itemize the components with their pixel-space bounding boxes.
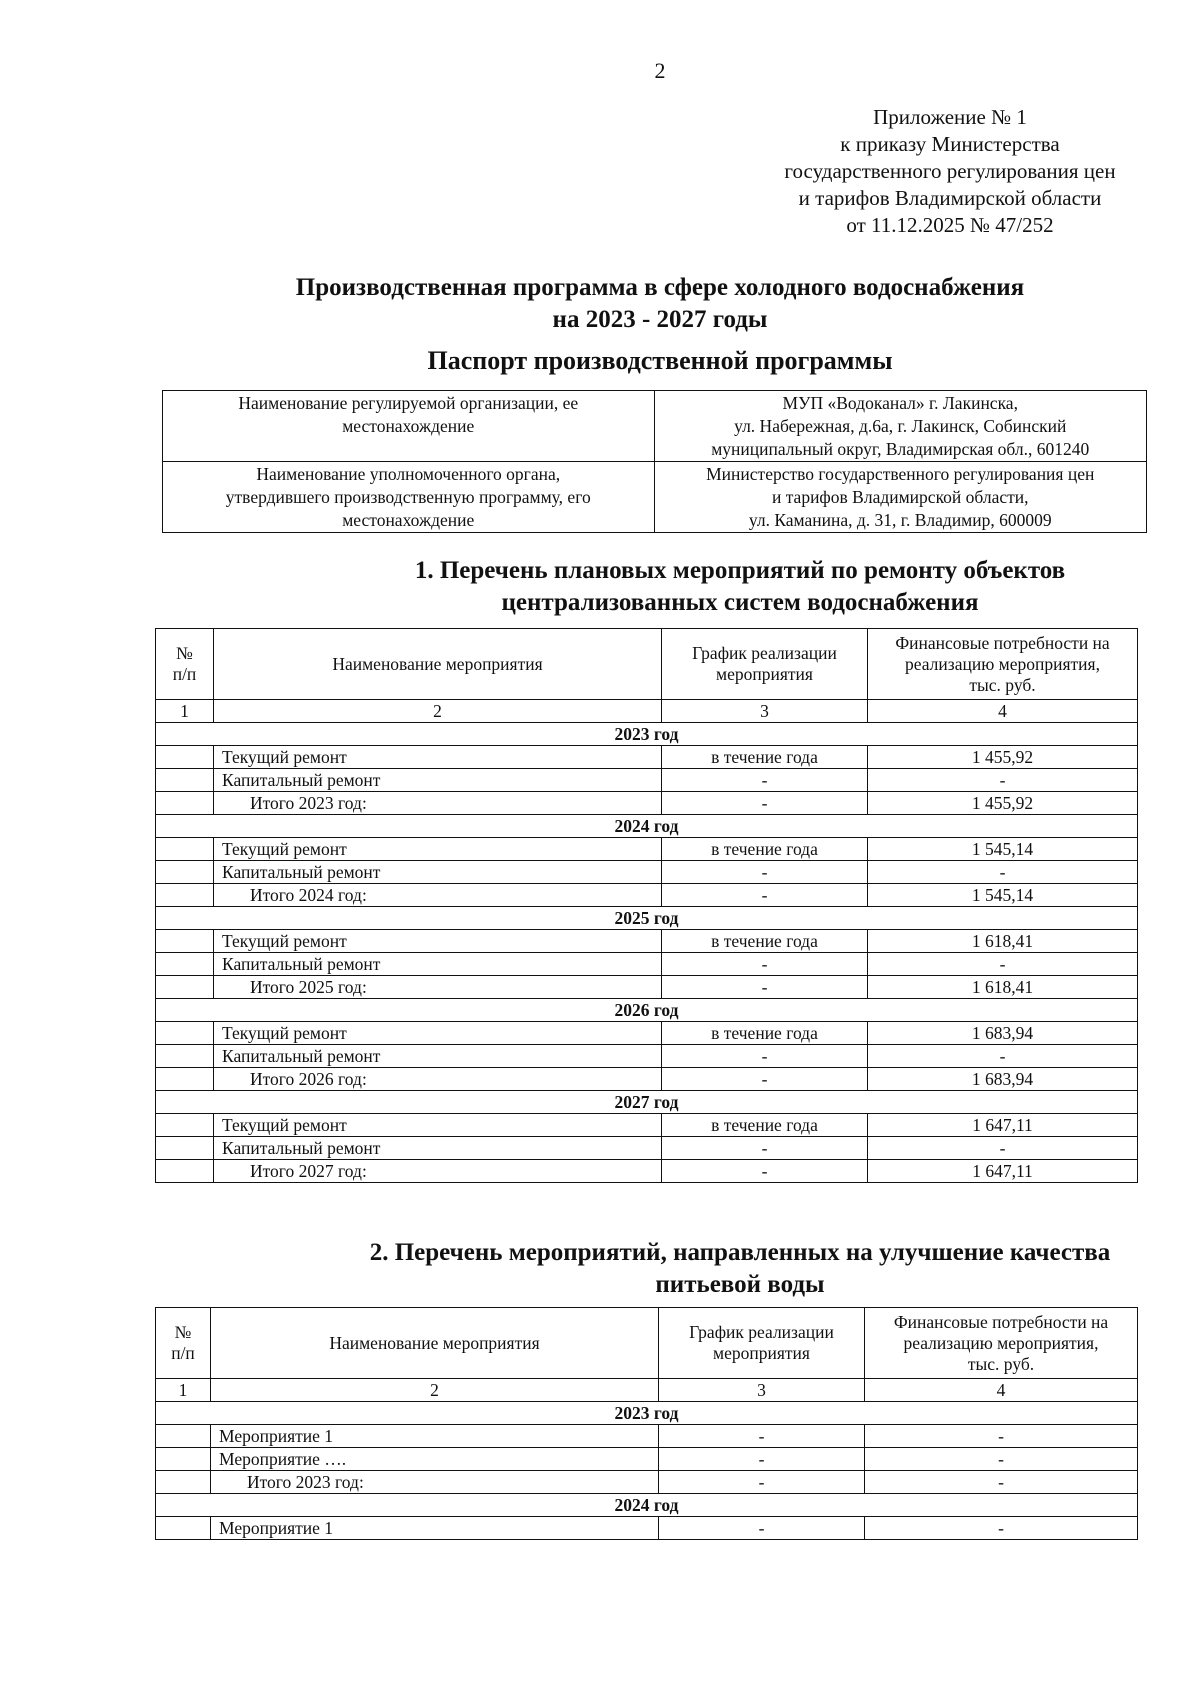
total-row <box>156 1471 1138 1494</box>
measure-finance: 1 455,92 <box>868 792 1138 815</box>
column-number: 1 <box>156 1379 211 1402</box>
year-label: 2027 год <box>156 1091 1138 1114</box>
measure-finance: - <box>868 769 1138 792</box>
measure-schedule: - <box>659 1448 865 1471</box>
measure-schedule: - <box>662 861 868 884</box>
measure-name: Итого 2023 год: <box>211 1471 659 1494</box>
measure-name: Текущий ремонт <box>214 838 662 861</box>
repair-measures-table <box>155 628 1138 1183</box>
column-number: 3 <box>659 1379 865 1402</box>
text-line: Финансовые потребности на <box>895 632 1110 653</box>
table-body <box>156 1308 1138 1540</box>
section-title-line: питьевой воды <box>655 1271 825 1298</box>
table-row <box>156 838 1138 861</box>
section-title-line: 2. Перечень мероприятий, направленных на улучшение качества <box>369 1239 1111 1266</box>
row-number <box>156 1160 214 1183</box>
column-number: 4 <box>865 1379 1138 1402</box>
year-row <box>156 1091 1138 1114</box>
header-name: Наименование мероприятия <box>214 629 662 700</box>
passport-label <box>163 391 655 462</box>
text-line: МУП «Водоканал» г. Лакинска, <box>782 393 1018 413</box>
measure-schedule: - <box>662 1137 868 1160</box>
table-row <box>156 1045 1138 1068</box>
measure-finance: - <box>868 1137 1138 1160</box>
header-num <box>156 629 214 700</box>
header-schedule <box>662 629 868 700</box>
passport-row <box>163 391 1147 462</box>
header-num <box>156 1308 211 1379</box>
text-line: № <box>176 643 193 663</box>
measure-finance: - <box>868 861 1138 884</box>
measure-name: Мероприятие 1 <box>211 1425 659 1448</box>
column-number: 3 <box>662 700 868 723</box>
page-number: 2 <box>654 58 666 83</box>
row-number <box>156 792 214 815</box>
measure-schedule: в течение года <box>662 746 868 769</box>
passport-row <box>163 462 1147 533</box>
total-row <box>156 976 1138 999</box>
text-line: и тарифов Владимирской области, <box>771 487 1029 507</box>
measure-finance: - <box>865 1425 1138 1448</box>
text-line: График реализации <box>692 643 837 663</box>
measure-schedule: в течение года <box>662 1022 868 1045</box>
year-row <box>156 1402 1138 1425</box>
appendix-block <box>720 104 1180 239</box>
table-body <box>156 629 1138 1183</box>
row-number <box>156 838 214 861</box>
year-row <box>156 1494 1138 1517</box>
measure-schedule: - <box>662 1160 868 1183</box>
table-row <box>156 1425 1138 1448</box>
row-number <box>156 769 214 792</box>
passport-value <box>654 462 1147 533</box>
measure-finance: 1 683,94 <box>868 1022 1138 1045</box>
measure-schedule: - <box>662 884 868 907</box>
water-quality-measures-table <box>155 1307 1138 1540</box>
table-row <box>156 1114 1138 1137</box>
section-title-line: 1. Перечень плановых мероприятий по ремонту объектов <box>414 557 1066 584</box>
year-row <box>156 999 1138 1022</box>
measure-schedule: - <box>659 1425 865 1448</box>
row-number <box>156 953 214 976</box>
row-number <box>156 1114 214 1137</box>
text-line: п/п <box>172 664 197 684</box>
table-row <box>156 861 1138 884</box>
column-number: 2 <box>214 700 662 723</box>
row-number <box>156 1471 211 1494</box>
total-row <box>156 1068 1138 1091</box>
text-line: реализацию мероприятия, <box>903 1332 1099 1353</box>
header-name: Наименование мероприятия <box>211 1308 659 1379</box>
column-number: 2 <box>211 1379 659 1402</box>
year-row <box>156 723 1138 746</box>
text-line: № <box>174 1322 192 1342</box>
measure-schedule: - <box>662 792 868 815</box>
appendix-line: к приказу Министерства <box>840 132 1060 156</box>
column-number-row <box>156 1379 1138 1402</box>
text-line: мероприятия <box>713 1343 810 1363</box>
total-row <box>156 1160 1138 1183</box>
table-row <box>156 953 1138 976</box>
measure-schedule: в течение года <box>662 930 868 953</box>
measure-schedule: - <box>662 976 868 999</box>
row-number <box>156 746 214 769</box>
text-line: п/п <box>171 1343 195 1363</box>
section1-title <box>80 555 1200 619</box>
measure-finance: - <box>865 1448 1138 1471</box>
text-line: муниципальный округ, Владимирская обл., 601240 <box>711 439 1090 459</box>
measure-name: Текущий ремонт <box>214 1022 662 1045</box>
row-number <box>156 1045 214 1068</box>
measure-schedule: - <box>662 1045 868 1068</box>
passport-value <box>654 391 1147 462</box>
text-line: ул. Каманина, д. 31, г. Владимир, 600009 <box>748 510 1052 530</box>
program-title <box>0 272 1200 336</box>
text-line: Наименование уполномоченного органа, <box>256 464 561 484</box>
table-row <box>156 769 1138 792</box>
measure-finance: - <box>868 1045 1138 1068</box>
measure-name: Капитальный ремонт <box>214 953 662 976</box>
text-line: мероприятия <box>716 664 813 684</box>
table-row <box>156 1517 1138 1540</box>
row-number <box>156 976 214 999</box>
total-row <box>156 792 1138 815</box>
measure-name: Мероприятие …. <box>211 1448 659 1471</box>
measure-schedule: - <box>659 1517 865 1540</box>
passport-title: Паспорт производственной программы <box>427 346 893 375</box>
measure-schedule: в течение года <box>662 1114 868 1137</box>
text-line: тыс. руб. <box>967 1353 1035 1374</box>
text-line: Финансовые потребности на <box>893 1311 1109 1332</box>
year-label: 2026 год <box>156 999 1138 1022</box>
table-row <box>156 1137 1138 1160</box>
row-number <box>156 1022 214 1045</box>
measure-finance: 1 647,11 <box>868 1160 1138 1183</box>
column-number: 4 <box>868 700 1138 723</box>
year-row <box>156 907 1138 930</box>
measure-name: Итого 2024 год: <box>214 884 662 907</box>
text-line: Министерство государственного регулирования цен <box>706 464 1095 484</box>
measure-name: Мероприятие 1 <box>211 1517 659 1540</box>
row-number <box>156 930 214 953</box>
measure-name: Капитальный ремонт <box>214 1137 662 1160</box>
measure-finance: 1 618,41 <box>868 930 1138 953</box>
measure-name: Итого 2027 год: <box>214 1160 662 1183</box>
measure-finance: 1 647,11 <box>868 1114 1138 1137</box>
year-label: 2023 год <box>156 1402 1138 1425</box>
measure-name: Текущий ремонт <box>214 930 662 953</box>
measure-schedule: - <box>662 769 868 792</box>
table-row <box>156 930 1138 953</box>
row-number <box>156 1517 211 1540</box>
appendix-line: Приложение № 1 <box>873 105 1027 129</box>
measure-finance: 1 618,41 <box>868 976 1138 999</box>
measure-finance: 1 455,92 <box>868 746 1138 769</box>
measure-finance: 1 683,94 <box>868 1068 1138 1091</box>
appendix-line: и тарифов Владимирской области <box>798 186 1102 210</box>
row-number <box>156 1068 214 1091</box>
measure-name: Текущий ремонт <box>214 1114 662 1137</box>
header-finance <box>868 629 1138 700</box>
measure-finance: - <box>865 1517 1138 1540</box>
row-number <box>156 1448 211 1471</box>
text-line: утвердившего производственную программу, его <box>225 487 591 507</box>
row-number <box>156 884 214 907</box>
measure-finance: - <box>868 953 1138 976</box>
measure-schedule: - <box>662 1068 868 1091</box>
text-line: местонахождение <box>342 510 475 530</box>
measure-schedule: - <box>662 953 868 976</box>
text-line: местонахождение <box>342 416 475 436</box>
year-label: 2024 год <box>156 1494 1138 1517</box>
total-row <box>156 884 1138 907</box>
measure-name: Текущий ремонт <box>214 746 662 769</box>
column-number: 1 <box>156 700 214 723</box>
measure-name: Итого 2025 год: <box>214 976 662 999</box>
measure-name: Капитальный ремонт <box>214 1045 662 1068</box>
row-number <box>156 1137 214 1160</box>
year-row <box>156 815 1138 838</box>
text-line: ул. Набережная, д.6а, г. Лакинск, Собинский <box>734 416 1067 436</box>
text-line: График реализации <box>689 1322 834 1342</box>
program-title-line: на 2023 - 2027 годы <box>552 306 768 333</box>
text-line: реализацию мероприятия, <box>905 653 1100 674</box>
year-label: 2024 год <box>156 815 1138 838</box>
section-title-line: централизованных систем водоснабжения <box>501 589 979 616</box>
measure-finance: 1 545,14 <box>868 838 1138 861</box>
measure-name: Итого 2026 год: <box>214 1068 662 1091</box>
measure-schedule: в течение года <box>662 838 868 861</box>
header-row <box>156 629 1138 700</box>
column-number-row <box>156 700 1138 723</box>
measure-name: Итого 2023 год: <box>214 792 662 815</box>
passport-table <box>162 390 1147 533</box>
passport-label <box>163 462 655 533</box>
appendix-line: от 11.12.2025 № 47/252 <box>846 213 1054 237</box>
measure-schedule: - <box>659 1471 865 1494</box>
measure-name: Капитальный ремонт <box>214 769 662 792</box>
row-number <box>156 1425 211 1448</box>
measure-name: Капитальный ремонт <box>214 861 662 884</box>
section2-title <box>80 1237 1200 1301</box>
header-schedule <box>659 1308 865 1379</box>
row-number <box>156 861 214 884</box>
table-row <box>156 1022 1138 1045</box>
measure-finance: - <box>865 1471 1138 1494</box>
measure-finance: 1 545,14 <box>868 884 1138 907</box>
header-finance <box>865 1308 1138 1379</box>
header-row <box>156 1308 1138 1379</box>
text-line: Наименование регулируемой организации, ее <box>238 393 579 413</box>
appendix-line: государственного регулирования цен <box>784 159 1116 183</box>
year-label: 2023 год <box>156 723 1138 746</box>
table-row <box>156 1448 1138 1471</box>
year-label: 2025 год <box>156 907 1138 930</box>
text-line: тыс. руб. <box>969 674 1036 695</box>
table-row <box>156 746 1138 769</box>
program-title-line: Производственная программа в сфере холодного водоснабжения <box>295 274 1025 301</box>
